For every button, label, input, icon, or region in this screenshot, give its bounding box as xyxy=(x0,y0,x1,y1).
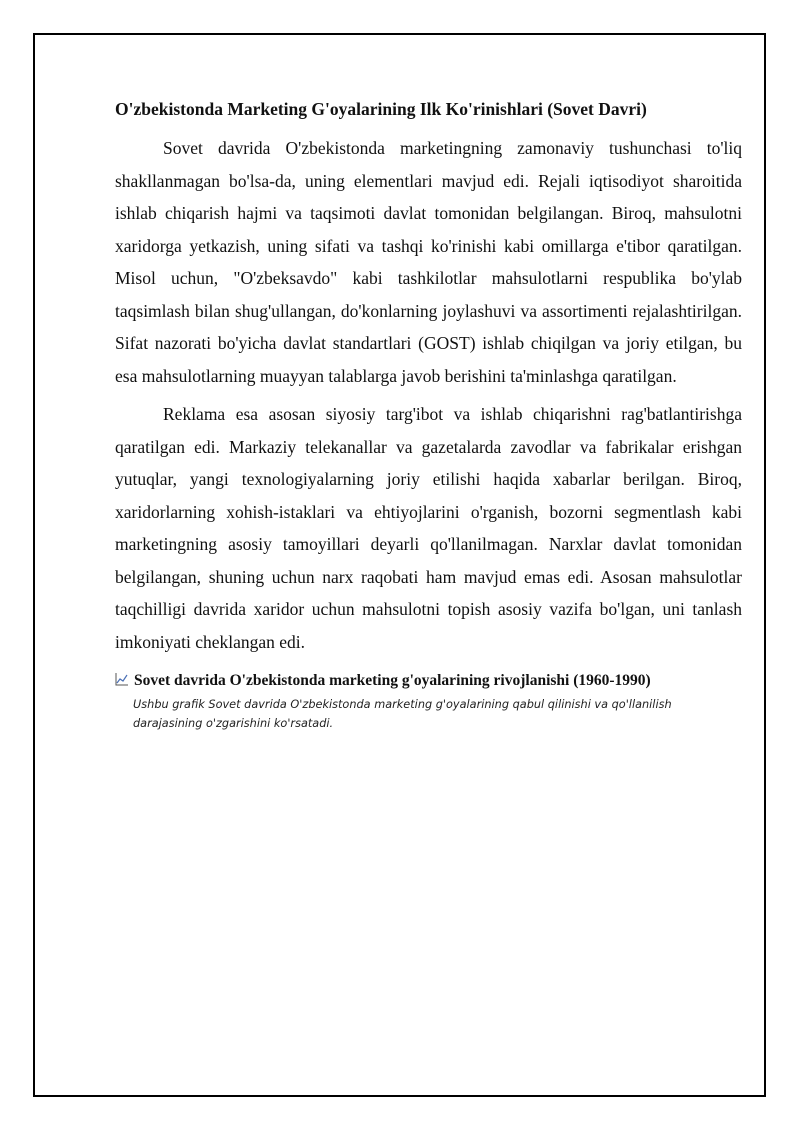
document-body xyxy=(115,96,742,733)
chart-line-icon xyxy=(115,671,129,685)
chart-caption-title: Sovet davrida O'zbekistonda marketing g'oyalarining rivojlanishi (1960-1990) xyxy=(134,672,651,689)
paragraph-2: Reklama esa asosan siyosiy targ'ibot va ishlab chiqarishni rag'batlantirishga qaratilgan edi. Markaziy telekanallar va gazetalarda zavodlar va fabrikalar erishgan yutuqlar, yangi texnologiyalarning joriy etilishi haqida xabarlar berilgan. Biroq, xaridorlarning xohish-istaklari va ehtiyojlarini o'rganish, bozorni segmentlash kabi marketingning asosiy tamoyillari deyarli qo'llanilmagan. Narxlar davlat tomonidan belgilangan, shuning uchun narx raqobati ham mavjud emas edi. Asosan mahsulotlar taqchilligi davrida xaridor uchun mahsulotni topish asosiy vazifa bo'lgan, uni tanlash imkoniyati cheklangan edi. xyxy=(115,404,742,652)
chart-description: Ushbu grafik Sovet davrida O'zbekistonda marketing g'oyalarining qabul qilinishi va qo'llanilish darajasining o'zgarishini ko'rsatadi. xyxy=(133,698,672,730)
section-heading: O'zbekistonda Marketing G'oyalarining Ilk Ko'rinishlari (Sovet Davri) xyxy=(115,99,647,119)
chart-caption xyxy=(115,670,742,692)
paragraph-1: Sovet davrida O'zbekistonda marketingning zamonaviy tushunchasi to'liq shakllanmagan bo'lsa-da, uning elementlari mavjud edi. Rejali iqtisodiyot sharoitida ishlab chiqarish hajmi va taqsimoti davlat tomonidan belgilangan. Biroq, mahsulotni xaridorga yetkazish, uning sifati va tashqi ko'rinishi kabi omillarga e'tibor qaratilgan. Misol uchun, "O'zbeksavdo" kabi tashkilotlar mahsulotlarni respublika bo'ylab taqsimlash bilan shug'ullangan, do'konlarning joylashuvi va assortimenti rejalashtirilgan. Sifat nazorati bo'yicha davlat standartlari (GOST) ishlab chiqilgan va joriy etilgan, bu esa mahsulotlarning muayyan talablarga javob berishini ta'minlashga qaratilgan. xyxy=(115,138,742,386)
